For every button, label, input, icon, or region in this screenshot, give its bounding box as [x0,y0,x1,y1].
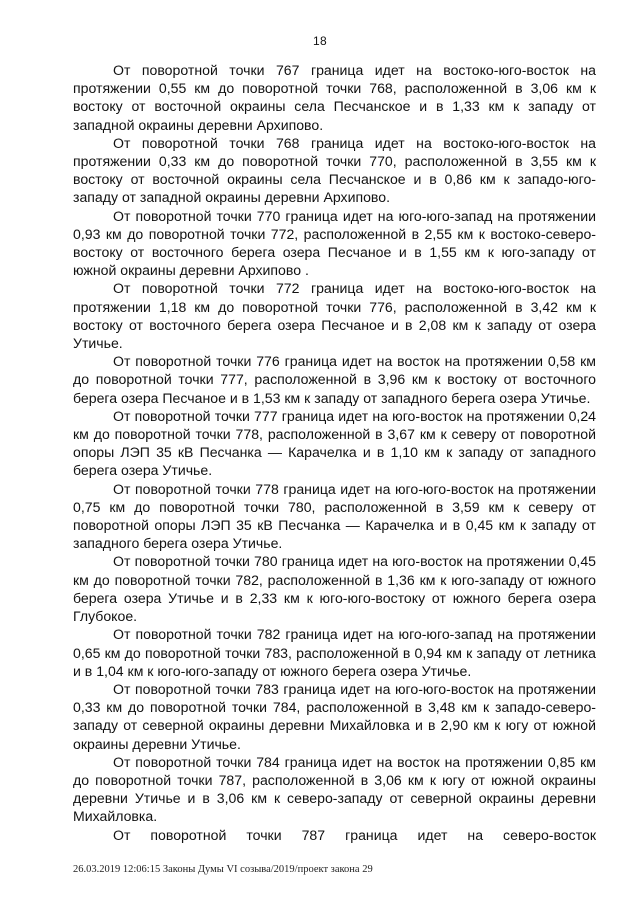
paragraph-784: От поворотной точки 784 граница идет на восток на протяжении 0,85 км до поворотной точки 787, расположенной в 3,06 км к югу от южной окраины деревни Утичье и в 3,06 км к северо-западу от северной окраины деревни Михайловка. [73,753,596,825]
paragraph-787: От поворотной точки 787 граница идет на северо-восток [113,826,596,843]
document-footer: 26.03.2019 12:06:15 Законы Думы VI созыва/2019/проект закона 29 [73,864,373,875]
paragraph-777: От поворотной точки 777 граница идет на юго-восток на протяжении 0,24 км до поворотной точки 778, расположенной в 3,67 км к северу от поворотной опоры ЛЭП 35 кВ Песчанка — Карачелка и в 1,10 км к западу от западного берега озера Утичье. [73,407,596,479]
paragraph-768: От поворотной точки 768 граница идет на востоко-юго-восток на протяжении 0,33 км до поворотной точки 770, расположенной в 3,55 км к востоку от восточной окраины села Песчанское и в 0,86 км к западо-юго-западу от западной окраины деревни Архипово. [73,134,596,206]
paragraph-770: От поворотной точки 770 граница идет на юго-юго-запад на протяжении 0,93 км до поворотной точки 772, расположенной в 2,55 км к востоко-северо-востоку от восточного берега озера Песчаное и в 1,55 км к юго-западу от южной окраины деревни Архипово . [73,207,596,279]
page-number: 18 [313,34,327,48]
paragraph-772: От поворотной точки 772 граница идет на востоко-юго-восток на протяжении 1,18 км до поворотной точки 776, расположенной в 3,42 км к востоку от восточного берега озера Песчаное и в 2,08 км к западу от озера Утичье. [73,280,596,352]
paragraph-776: От поворотной точки 776 граница идет на восток на протяжении 0,58 км до поворотной точки 777, расположенной в 3,96 км к востоку от восточного берега озера Песчаное и в 1,53 км к западу от западного берега озера Утичье. [73,353,596,406]
paragraph-780: От поворотной точки 780 граница идет на юго-восток на протяжении 0,45 км до поворотной точки 782, расположенной в 1,36 км к юго-западу от южного берега озера Утичье и в 2,33 км к юго-юго-востоку от южного берега озера Глубокое. [73,553,596,625]
paragraph-783: От поворотной точки 783 граница идет на юго-юго-восток на протяжении 0,33 км до поворотной точки 784, расположенной в 3,48 км к западо-северо-западу от северной окраины деревни Михайловка и в 2,90 км к югу от южной окраины деревни Утичье. [73,680,596,752]
document-body [73,61,596,844]
paragraph-778: От поворотной точки 778 граница идет на юго-юго-восток на протяжении 0,75 км до поворотной точки 780, расположенной в 3,59 км к северу от поворотной опоры ЛЭП 35 кВ Песчанка — Карачелка и в 0,45 км к западу от западного берега озера Утичье. [73,480,596,552]
paragraph-782: От поворотной точки 782 граница идет на юго-юго-запад на протяжении 0,65 км до поворотной точки 783, расположенной в 0,94 км к западу от летника и в 1,04 км к юго-юго-западу от южного берега озера Утичье. [73,626,596,679]
paragraph-767: От поворотной точки 767 граница идет на востоко-юго-восток на протяжении 0,55 км до поворотной точки 768, расположенной в 3,06 км к востоку от восточной окраины села Песчанское и в 1,33 км к западу от западной окраины деревни Архипово. [73,62,596,133]
